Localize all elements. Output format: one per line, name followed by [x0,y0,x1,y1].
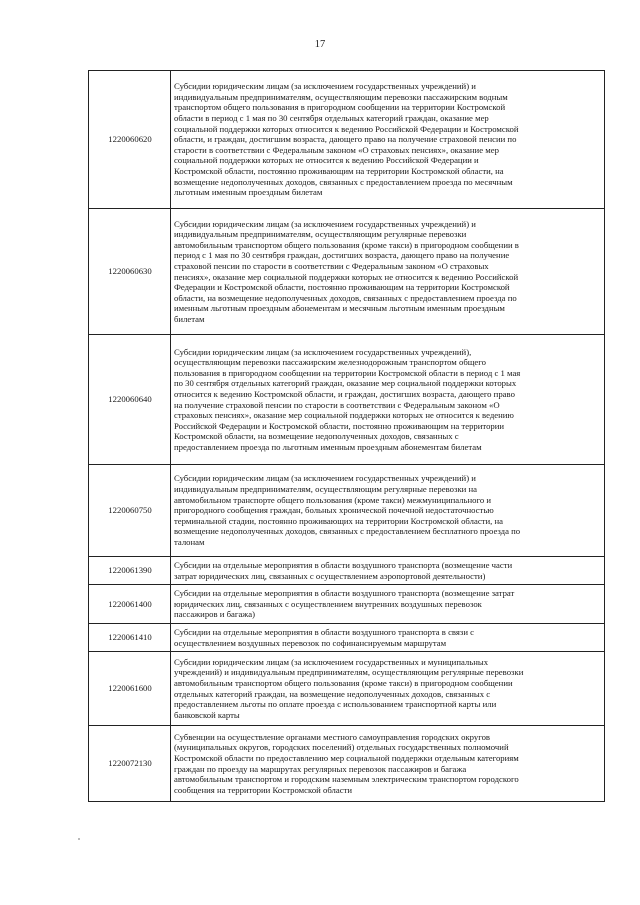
code-cell: 1220061410 [89,624,171,652]
description-line: учреждений) и индивидуальным предпринимателям, осуществляющим регулярные перевозки [174,667,524,678]
description-line: пассажиров и багажа) [174,609,256,620]
table-row [89,335,605,465]
description-line: граждан по проезду на маршрутах регулярных перевозок пассажиров и багажа [174,763,467,774]
description-line: предоставлением льготы по оплате проезда с использованием транспортной карты или [174,699,497,710]
code-cell: 1220061390 [89,557,171,585]
description-line: сообщения на территории Костромской области [174,784,353,795]
description-line: пользования в пригородном сообщении на территории Костромской области в период с 1 мая [174,367,521,378]
description-cell [171,557,605,585]
description-line: Субвенции на осуществление органами местного самоуправления городских округов [174,731,491,742]
description-line: (муниципальных округов, городских поселений) отдельных государственных полномочий [174,742,509,753]
code-cell: 1220072130 [89,726,171,802]
description-cell [171,726,605,802]
description-line: транспортом общего пользования в пригородном сообщении на территории Костромской [174,102,506,113]
description-line: Субсидии на отдельные мероприятия в области воздушного транспорта (возмещение затрат [174,588,515,599]
table-row [89,465,605,557]
description-line: относится к ведению Костромской области, и граждан, достигших возраста, дающего право [174,388,515,399]
code-cell: 1220061400 [89,585,171,624]
description-line: Субсидии юридическим лицам (за исключением государственных и муниципальных [174,656,489,667]
description-line: индивидуальным предпринимателям, осуществляющим перевозки пассажирским водным [174,91,508,102]
description-line: автомобильным транспортом и городским наземным электрическим транспортом городского [174,774,519,785]
description-line: отдельных категорий граждан, на возмещение недополученных доходов, связанных с [174,688,491,699]
description-cell [171,585,605,624]
description-line: Субсидии на отдельные мероприятия в области воздушного транспорта (возмещение части [174,559,513,570]
description-line: пенсиях», оказание мер социальной поддержки которых не относится к ведению Российской [174,271,519,282]
description-line: Субсидии юридическим лицам (за исключением государственных учреждений) и [174,218,476,229]
description-cell [171,652,605,726]
description-cell [171,465,605,557]
code-cell: 1220060630 [89,209,171,335]
description-line: области, на возмещение недополученных доходов, связанных с предоставлением проезда по [174,292,517,303]
description-line: Субсидии юридическим лицам (за исключением государственных учреждений), [174,346,472,357]
table-row [89,209,605,335]
description-cell [171,335,605,465]
description-line: на получение страховой пенсии по старости в соответствии с Федеральным законом «О [174,399,500,410]
description-line: Костромской области по предоставлению мер социальной поддержки отдельным категориям [174,752,519,763]
description-line: Федерации и Костромской области, постоянно проживающим на территории Костромской [174,282,510,293]
description-line: предоставлением проезда по льготным именным проездным абонементам билетам [174,441,482,452]
table-row [89,624,605,652]
description-line: социальной поддержки которых относится к ведению Российской Федерации и Костромской [174,123,519,134]
description-line: именным льготным проездным абонементам и месячным льготным именным проездным [174,303,505,314]
table-row [89,585,605,624]
description-line: возмещение недополученных доходов, связанных с предоставлением проезда по месячным [174,176,513,187]
description-line: области в период с 1 мая по 30 сентября отдельных категорий граждан, оказание мер [174,113,489,124]
description-line: страховых пенсиях», оказание мер социальной поддержки которых не относится к ведению [174,410,514,421]
description-line: области, и граждан, достигшим возраста, дающего право на получение страховой пенсии по [174,134,517,145]
code-cell: 1220061600 [89,652,171,726]
description-cell [171,209,605,335]
scan-artifact [78,838,80,840]
description-line: Субсидии юридическим лицам (за исключением государственных учреждений) и [174,81,476,92]
description-line: период с 1 мая по 30 сентября граждан, достигших возраста, дающего право на получение [174,250,510,261]
description-line: по 30 сентября отдельных категорий граждан, оказание мер социальной поддержки которых [174,378,517,389]
table-row [89,726,605,802]
description-line: старости в соответствии с Федеральным законом «О страховых пенсиях», оказание мер [174,144,499,155]
description-line: автомобильном транспорте общего пользования (кроме такси) межмуниципального и [174,494,492,505]
description-cell [171,71,605,209]
description-line: билетам [174,313,205,324]
description-line: автомобильным транспортом общего пользования (кроме такси) в пригородном сообщении [174,677,513,688]
description-line: Костромской области, постоянно проживающим на территории Костромской области, на [174,165,504,176]
description-line: банковской карты [174,709,240,720]
description-line: возмещение недополученных доходов, связанных с предоставлением бесплатного проезда по [174,526,521,537]
description-line: осуществлением воздушных перевозок по софинансируемым маршрутам [174,637,447,648]
description-line: страховой пенсии по старости в соответствии с Федеральным законом «О страховых [174,260,489,271]
description-line: осуществляющим перевозки пассажирским железнодорожным транспортом общего [174,357,486,368]
table-row [89,71,605,209]
description-line: юридических лиц, связанных с осуществлением внутренних воздушных перевозок [174,598,482,609]
description-line: автомобильным транспортом общего пользования (кроме такси) в пригородном сообщении в [174,239,519,250]
description-line: Российской Федерации и Костромской области, постоянно проживающим на территории [174,420,505,431]
description-line: Субсидии на отдельные мероприятия в области воздушного транспорта в связи с [174,626,475,637]
code-cell: 1220060750 [89,465,171,557]
description-line: социальной поддержки которых не относится к ведению Российской Федерации и [174,155,479,166]
description-line: Костромской области, на возмещение недополученных доходов, связанных с [174,431,459,442]
description-line: затрат юридических лиц, связанных с осуществлением аэропортовой деятельности) [174,570,486,581]
description-line: индивидуальным предпринимателям, осуществляющим регулярные перевозки [174,229,467,240]
description-line: льготным именным проездным билетам [174,187,323,198]
code-cell: 1220060640 [89,335,171,465]
table-row [89,557,605,585]
description-cell [171,624,605,652]
description-line: Субсидии юридическим лицам (за исключением государственных учреждений) и [174,473,476,484]
description-line: индивидуальным предпринимателям, осуществляющим регулярные перевозки на [174,484,478,495]
page-number: 17 [314,39,326,50]
table-row [89,652,605,726]
code-cell: 1220060620 [89,71,171,209]
description-line: пригородного сообщения граждан, больных хронической почечной недостаточностью [174,505,494,516]
budget-classification-table [88,70,605,802]
description-line: терминальной стадии, постоянно проживающих на территории Костромской области, на [174,515,503,526]
description-line: талонам [174,536,205,547]
